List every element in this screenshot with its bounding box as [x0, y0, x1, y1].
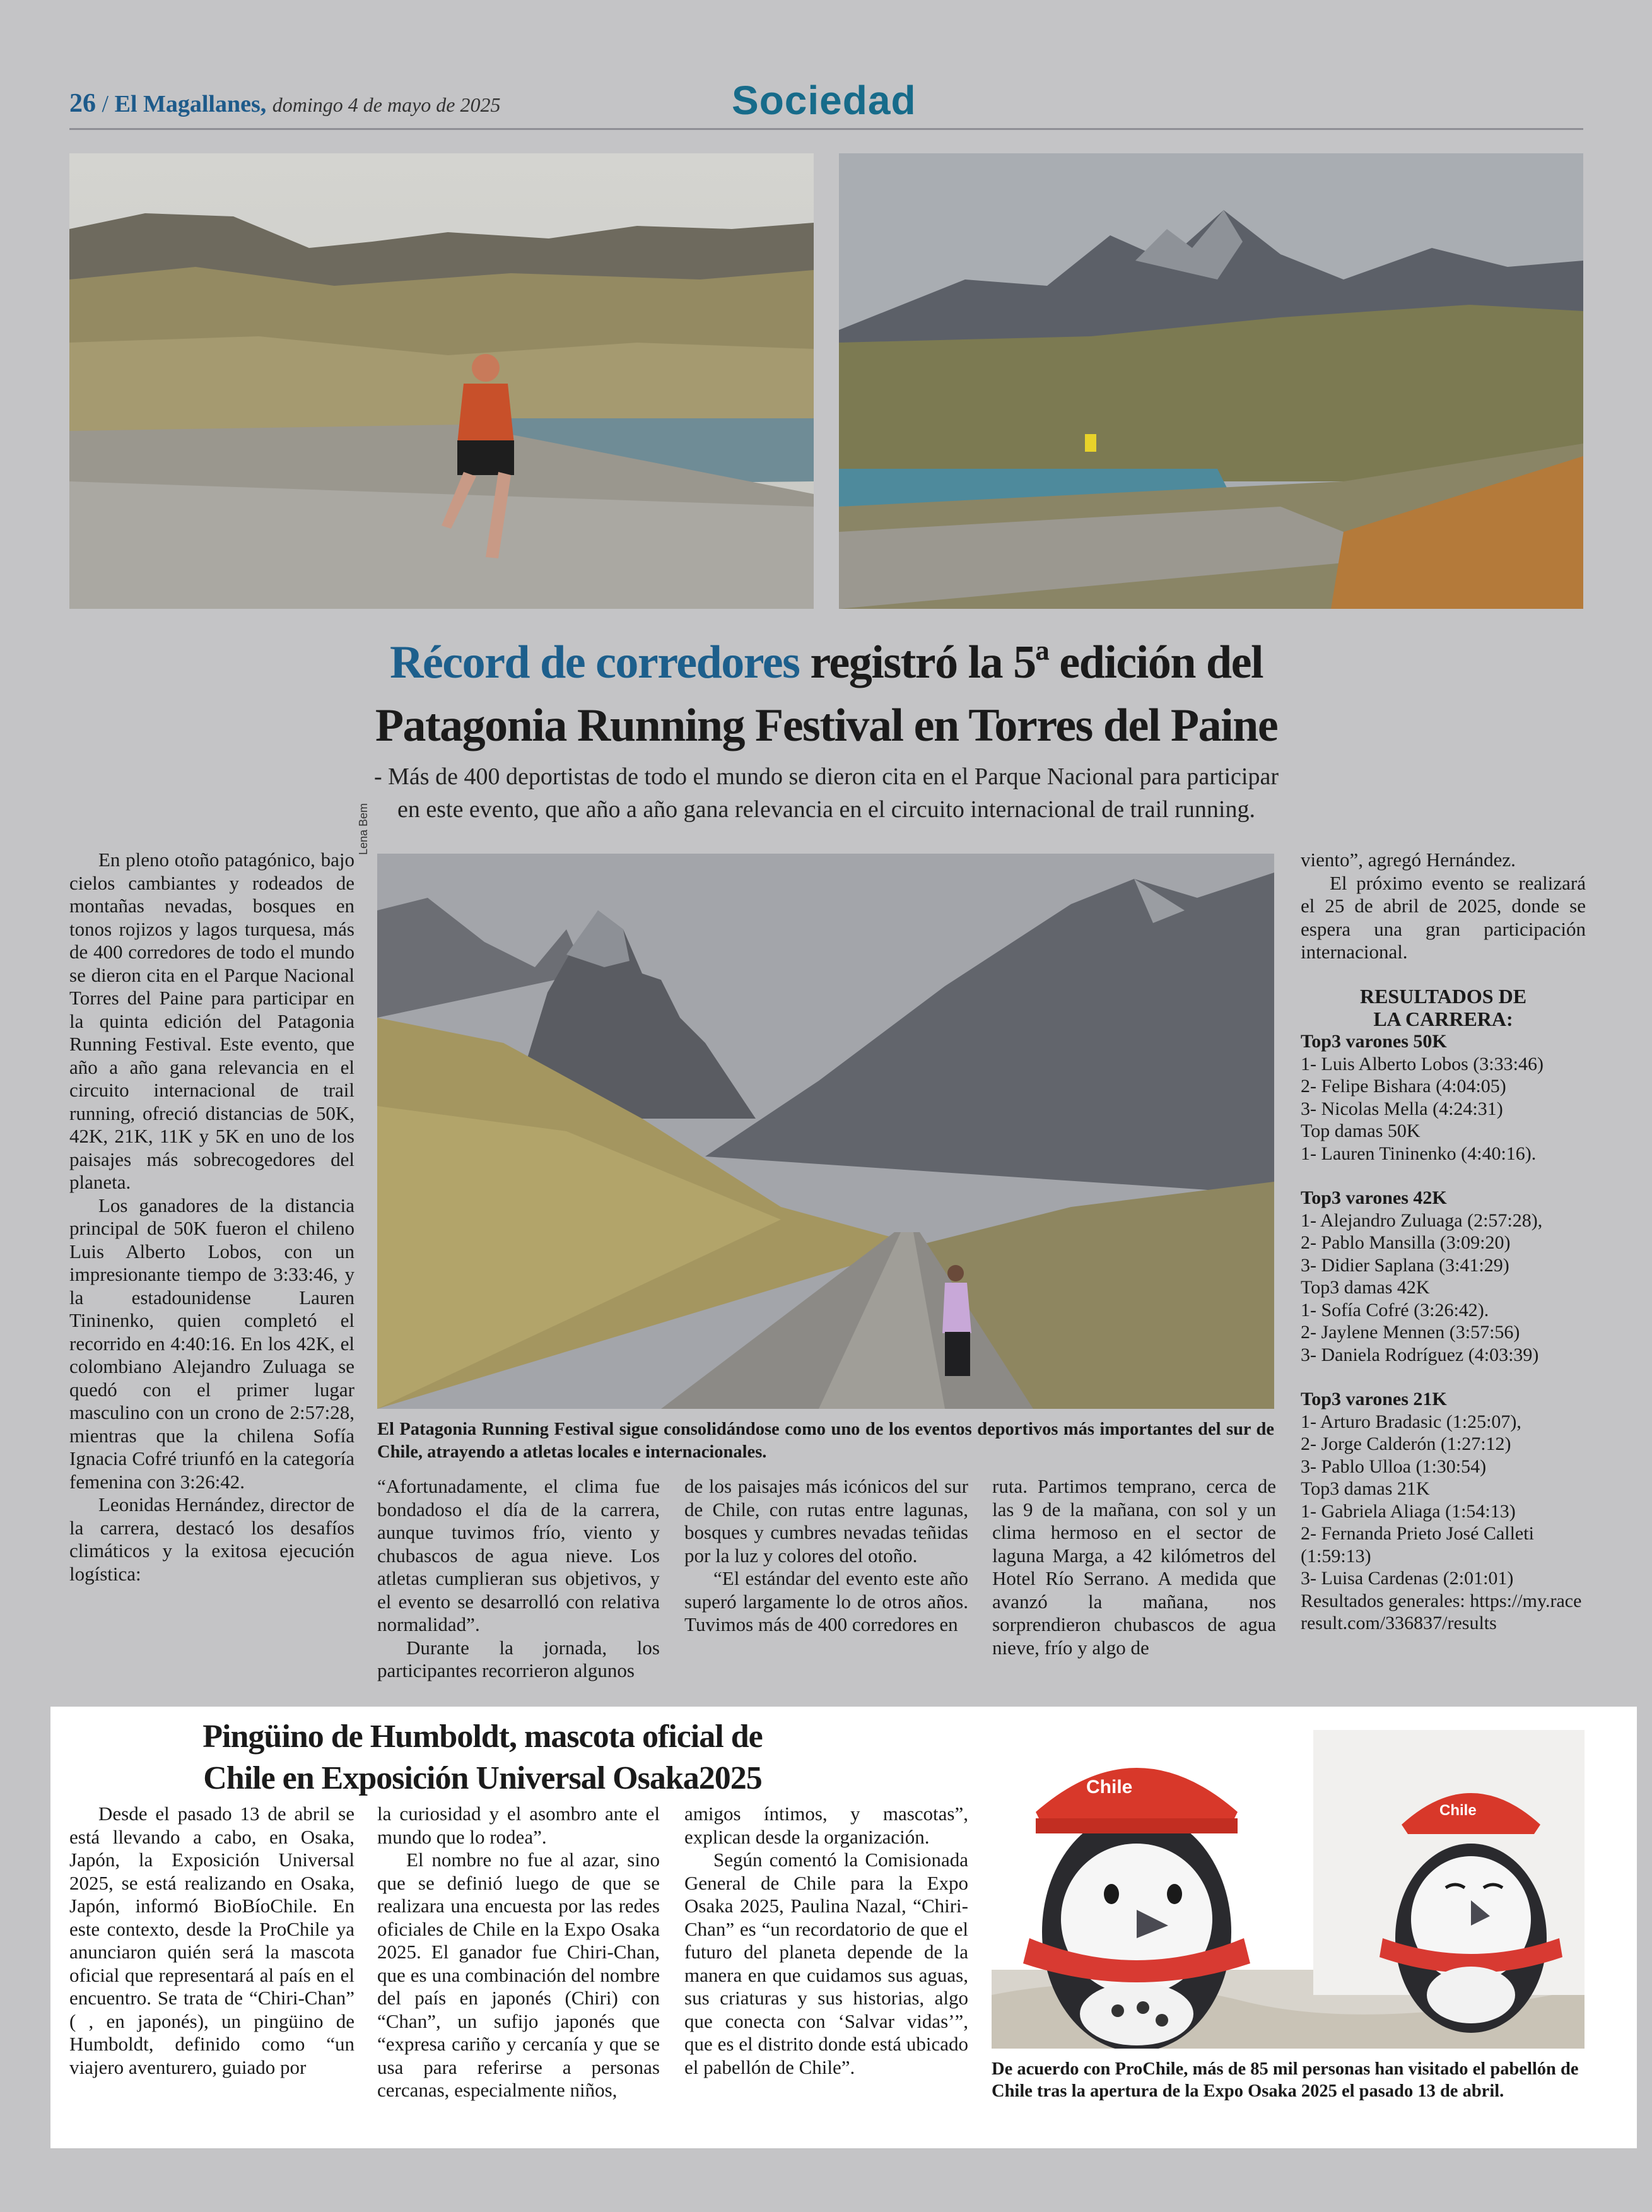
penguin-column-2 — [377, 1803, 660, 2102]
results-m50-2: 2- Felipe Bishara (4:04:05) — [1301, 1076, 1506, 1097]
article-column-5 — [1301, 849, 1586, 964]
page-header — [69, 88, 500, 119]
results-heading-2: LA CARRERA: — [1373, 1007, 1513, 1030]
penguin-column-1 — [69, 1803, 354, 2079]
results-heading-1: RESULTADOS DE — [1359, 985, 1527, 1008]
headline-rest: registró la 5ª edición del — [799, 637, 1263, 688]
results-m21-2: 2- Jorge Calderón (1:27:12) — [1301, 1433, 1511, 1454]
results-category-f21: Top3 damas 21K — [1301, 1478, 1430, 1499]
results-category-m21: Top3 varones 21K — [1301, 1389, 1447, 1409]
col5-paragraph-2: El próximo evento se realizará el 25 de abril de 2025, donde se espera una gran participación internacional. — [1301, 871, 1586, 963]
results-m50-3: 3- Nicolas Mella (4:24:31) — [1301, 1098, 1503, 1119]
section-title: Sociedad — [732, 78, 917, 123]
article-column-3 — [684, 1475, 968, 1637]
photo-torres-lake — [839, 153, 1583, 609]
photo-runner-road — [377, 854, 1274, 1409]
headline-highlight: Récord de corredores — [389, 637, 800, 688]
results-category-f42: Top3 damas 42K — [1301, 1277, 1430, 1298]
penguin-column-3 — [684, 1803, 968, 2079]
subhead-line2: en este evento, que año a año gana relevancia en el circuito internacional de trail running. — [397, 796, 1255, 823]
results-m42-2: 2- Pablo Mansilla (3:09:20) — [1301, 1232, 1511, 1253]
col2-paragraph-2: Durante la jornada, los participantes recorrieron algunos — [377, 1636, 660, 1681]
penguin-col1-paragraph: Desde el pasado 13 de abril se está llevando a cabo, en Osaka, Japón, la Exposición Universal 2025, se está realizando en Osaka, Japón, informó BioBíoChile. En este contexto, desde la ProChile ya anunciaron quién será la mascota oficial que representará al país en el encuentro. Se trata de “Chiri-Chan” ( , en japonés), un pingüino de Humboldt, definido como “un viajero aventurero, guiado por — [69, 1803, 354, 2078]
results-m42-3: 3- Didier Saplana (3:41:29) — [1301, 1254, 1509, 1276]
results-category-m42: Top3 varones 42K — [1301, 1187, 1447, 1208]
penguin-col2-paragraph-1: la curiosidad y el asombro ante el mundo que lo rodea”. — [377, 1803, 660, 1848]
publication-date: domingo 4 de mayo de 2025 — [272, 93, 501, 116]
col5-paragraph-1: viento”, agregó Hernández. — [1301, 849, 1516, 871]
results-general-link[interactable]: Resultados generales: https://my.raceresult.com/336837/results — [1301, 1590, 1582, 1633]
results-f21-2: 2- Fernanda Prieto José Calleti (1:59:13) — [1301, 1523, 1534, 1567]
results-category-f50: Top damas 50K — [1301, 1121, 1421, 1141]
results-f21-1: 1- Gabriela Aliaga (1:54:13) — [1301, 1500, 1516, 1522]
results-m21-3: 3- Pablo Ulloa (1:30:54) — [1301, 1456, 1487, 1477]
results-m21-1: 1- Arturo Bradasic (1:25:07), — [1301, 1411, 1521, 1432]
penguin-col3-paragraph-2: Según comentó la Comisionada General de Chile para la Expo Osaka 2025, Paulina Nazal, “Chiri-Chan” es “un recordatorio de que el futuro del planeta depende de la manera en que cuidamos sus aguas, sus criaturas y sus historias, algo que conecta con ‘Salvar vidas’”, que es el distrito donde está ubicado el pabellón de Chile”. — [684, 1849, 968, 2078]
results-m42-1: 1- Alejandro Zuluaga (2:57:28), — [1301, 1209, 1543, 1231]
article-headline — [69, 631, 1583, 757]
col3-paragraph-1: de los paisajes más icónicos del sur de Chile, con rutas entre lagunas, bosques y cumbres nevadas teñidas por la luz y colores del otoño. — [684, 1475, 968, 1567]
cap-logo-2: Chile — [1439, 1802, 1477, 1819]
photo-caption: El Patagonia Running Festival sigue consolidándose como uno de los eventos deportivos más importantes del sur de Chile, atrayendo a atletas locales e internacionales. — [377, 1420, 1274, 1462]
headline-line2: Patagonia Running Festival en Torres del Paine — [375, 700, 1278, 751]
race-results — [1301, 985, 1586, 1635]
col1-paragraph-1: En pleno otoño patagónico, bajo cielos cambiantes y rodeados de montañas nevadas, bosques en tonos rojizos y lagos turquesa, más de 400 corredores de todo el mundo se dieron cita en el Parque Nacional Torres del Paine para participar en la quinta edición del Patagonia Running Festival. Este evento, que año a año gana relevancia en el circuito internacional de trail running, ofreció distancias de 50K, 42K, 21K, 11K y 5K en uno de los paisajes más sobrecogedores del planeta. — [69, 849, 354, 1193]
col2-paragraph-1: “Afortunadamente, el clima fue bondadoso el día de la carrera, aunque tuvimos frío, viento y chubascos de agua nieve. Los atletas cumplieran sus objetivos, y el evento se desarrolló con relativa normalidad”. — [377, 1475, 660, 1635]
header-rule — [69, 128, 1583, 130]
col1-paragraph-2: Los ganadores de la distancia principal de 50K fueron el chileno Luis Alberto Lobos, con un impresionante tiempo de 3:33:46, y la estadounidense Lauren Tininenko, quien completó el recorrido en 4:40:16. En los 42K, el colombiano Alejandro Zuluaga se quedó con el primer lugar masculino con un crono de 2:57:28, mientras que la chilena Sofía Ignacia Cofré triunfó en la categoría femenina con 3:26:42. — [69, 1194, 354, 1493]
col4-paragraph-1: ruta. Partimos temprano, cerca de las 9 de la mañana, con sol y un clima hermoso en el sector de laguna Marga, a 42 kilómetros del Hotel Río Serrano. A medida que avanzó la mañana, nos sorprendieron chubascos de agua nieve, frío y algo de — [992, 1475, 1276, 1659]
penguin-photo-caption: De acuerdo con ProChile, más de 85 mil personas han visitado el pabellón de Chile tras la apertura de la Expo Osaka 2025 el pasado 13 de abril. — [992, 2059, 1579, 2101]
col3-paragraph-2: “El estándar del evento este año superó largamente lo de otros años. Tuvimos más de 400 corredores en — [684, 1567, 968, 1635]
results-f42-1: 1- Sofía Cofré (3:26:42). — [1301, 1299, 1489, 1321]
photo-credit: Lena Bem — [357, 803, 370, 855]
photo-runner-lake — [69, 153, 814, 609]
cap-logo-1: Chile — [1086, 1777, 1133, 1797]
article-subhead — [240, 760, 1413, 826]
results-m50-1: 1- Luis Alberto Lobos (3:33:46) — [1301, 1053, 1544, 1074]
penguin-col3-paragraph-1: amigos íntimos, y mascotas”, explican desde la organización. — [684, 1803, 968, 1848]
page-number: 26 — [69, 89, 96, 118]
article-column-4 — [992, 1475, 1276, 1659]
article-column-1 — [69, 849, 354, 1585]
penguin-headline — [145, 1716, 820, 1799]
publication-name: El Magallanes, — [114, 91, 267, 117]
article-column-2 — [377, 1475, 660, 1683]
results-f50-1: 1- Lauren Tininenko (4:40:16). — [1301, 1143, 1537, 1164]
results-f42-3: 3- Daniela Rodríguez (4:03:39) — [1301, 1344, 1539, 1365]
penguin-headline-line2: Chile en Exposición Universal Osaka2025 — [203, 1760, 762, 1796]
penguin-col2-paragraph-2: El nombre no fue al azar, sino que se definió luego de que se realizara una encuesta por las redes oficiales de Chile en la Expo Osaka 2025. El ganador fue Chiri-Chan, que es una combinación del nombre del país en japonés (Chiri) con “Chan”, un sufijo japonés que “expresa cariño y cercanía y que se usa para referirse a personas cercanas, especialmente niños, — [377, 1849, 660, 2101]
col1-paragraph-3: Leonidas Hernández, director de la carrera, destacó los desafíos climáticos y la exitosa ejecución logística: — [69, 1493, 354, 1585]
results-f21-3: 3- Luisa Cardenas (2:01:01) — [1301, 1568, 1514, 1589]
photo-chiri-chan-mascot — [992, 1730, 1585, 2049]
results-f42-2: 2- Jaylene Mennen (3:57:56) — [1301, 1322, 1520, 1343]
results-category-m50: Top3 varones 50K — [1301, 1031, 1447, 1052]
subhead-line1: - Más de 400 deportistas de todo el mundo se dieron cita en el Parque Nacional para participar — [373, 763, 1279, 790]
header-separator: / — [102, 91, 109, 117]
penguin-headline-line1: Pingüino de Humboldt, mascota oficial de — [202, 1719, 763, 1755]
